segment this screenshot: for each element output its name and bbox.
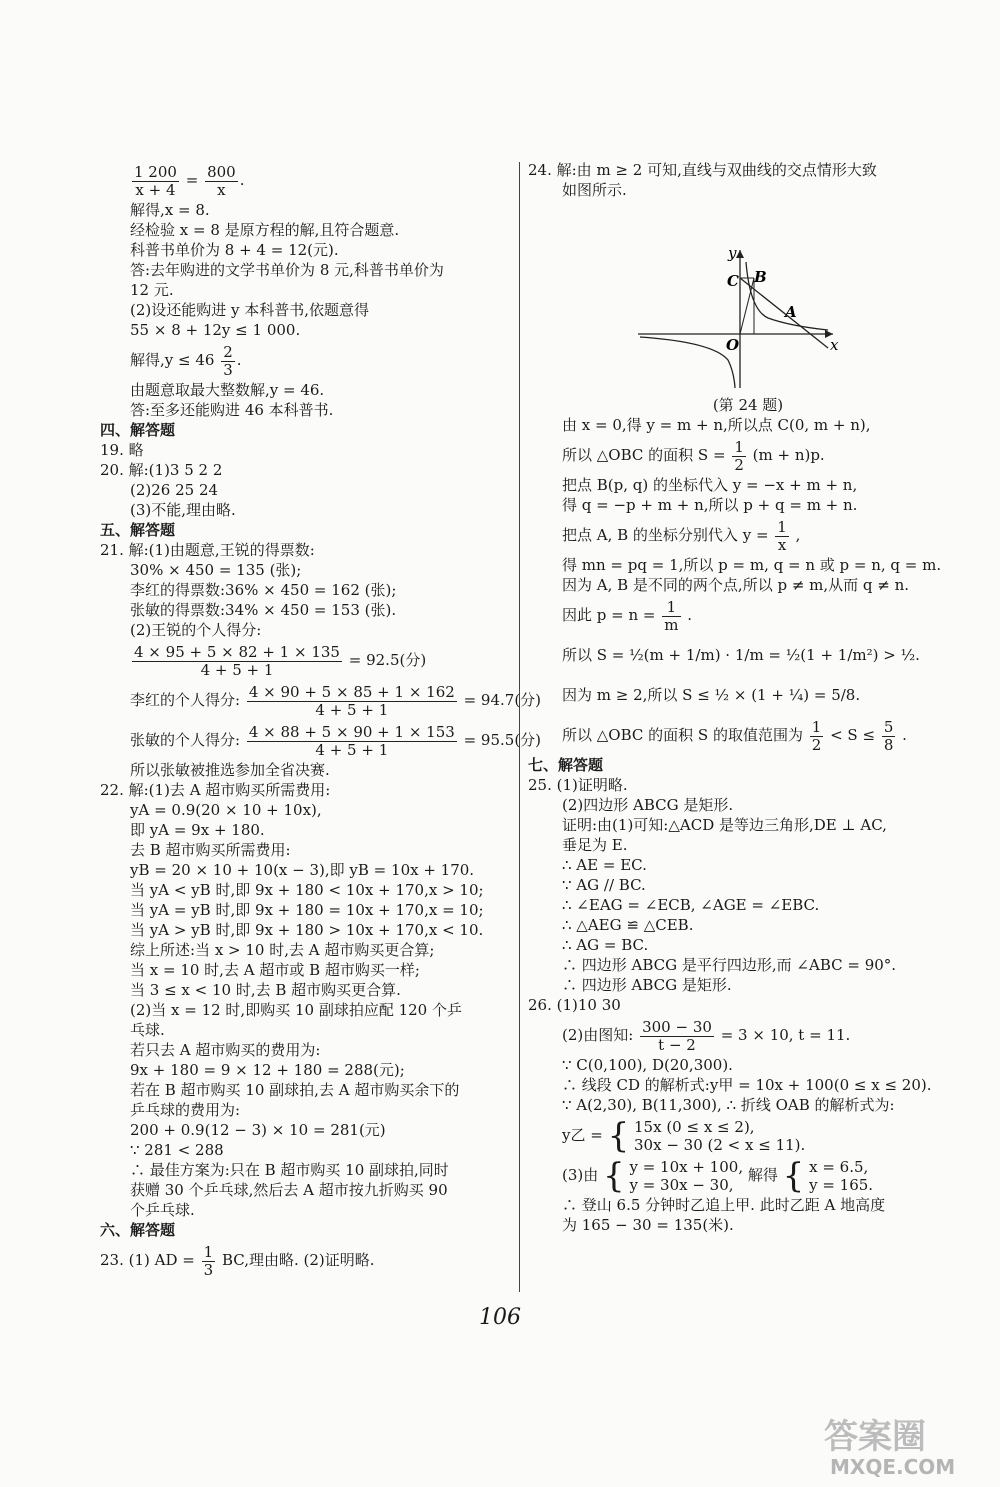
text-line: (2)设还能购进 y 本科普书,依题意得: [130, 301, 370, 319]
equation-line: 所以 △OBC 的面积 S = $\frac{1}{2}$ (m + n)p.: [562, 437, 825, 474]
watermark-text: 答案圈: [824, 1417, 926, 1457]
text-line: 垂足为 E.: [562, 836, 628, 854]
text-line: ∴ 最佳方案为:只在 B 超市购买 10 副球拍,同时: [130, 1161, 449, 1179]
text-line: 乓球.: [130, 1021, 165, 1039]
hyperbola-branch-2: [640, 337, 735, 388]
equation-line: 所以 S = ½(m + 1/m) · 1/m = ½(1 + 1/m²) > ½.: [562, 646, 920, 664]
solution-system: x = 6.5, y = 165.: [809, 1158, 874, 1194]
equation-line: 所以 △OBC 的面积 S 的取值范围为 $\frac{1}{2}$ < S ≤ $\frac{5}{8}$ .: [562, 717, 907, 754]
brace-icon: {: [603, 1156, 625, 1196]
fraction: $\frac{1}{m}$: [664, 597, 679, 634]
text-line: ∴ AE = EC.: [562, 856, 647, 874]
equation-system: y = 10x + 100, y = 30x − 30,: [629, 1158, 744, 1194]
equation-line: 李红的个人得分: $\frac{4 \times 90 + 5 \times 85 + 1 \times 162}{4 + 5 + 1}$ = 94.7(分): [130, 682, 542, 719]
figure-24: [528, 200, 968, 415]
text-line: 即 yA = 9x + 180.: [130, 821, 265, 839]
text-line: 科普书单价为 8 + 4 = 12(元).: [130, 241, 339, 259]
text-line: ∴ 四边形 ABCG 是矩形.: [562, 976, 732, 994]
fraction: $\frac{1}{x}$: [777, 517, 787, 554]
text-line: (2)26 25 24: [130, 481, 219, 499]
section-heading: 七、解答题: [528, 756, 604, 774]
fraction: $\frac{800}{x}$: [207, 162, 236, 199]
fraction: $\frac{4 \times 95 + 5 \times 82 + 1 \times 135}{4 + 5 + 1}$: [134, 642, 340, 679]
text-line: yB = 20 × 10 + 10(x − 3),即 yB = 10x + 170.: [130, 861, 475, 879]
text-line: (2)当 x = 12 时,即购买 10 副球拍应配 120 个乒: [130, 1001, 462, 1019]
fraction: $\frac{4 \times 88 + 5 \times 90 + 1 \times 153}{4 + 5 + 1}$: [248, 722, 455, 759]
text-line: 19. 略: [100, 441, 144, 459]
text-line: ∵ AG // BC.: [562, 876, 646, 894]
text-line: (2)王锐的个人得分:: [130, 621, 262, 639]
text-line: 22. 解:(1)去 A 超市购买所需费用:: [100, 781, 331, 799]
text-line: 如图所示.: [562, 181, 627, 199]
text-line: 张敏的得票数:34% × 450 = 153 (张).: [130, 601, 397, 619]
text-line: yA = 0.9(20 × 10 + 10x),: [130, 801, 322, 819]
section-heading: 六、解答题: [100, 1221, 176, 1239]
label-c: C: [727, 272, 739, 290]
text-line: 当 yA = yB 时,即 9x + 180 = 10x + 170,x = 10;: [130, 901, 484, 919]
right-column: [528, 160, 968, 1235]
text-line: (3)不能,理由略.: [130, 501, 236, 519]
equation-line: 把点 A, B 的坐标分别代入 y = $\frac{1}{x}$ ,: [562, 517, 801, 554]
text-line: 24. 解:由 m ≥ 2 可知,直线与双曲线的交点情形大致: [528, 161, 877, 179]
text-line: 当 x = 10 时,去 A 超市或 B 超市购买一样;: [130, 961, 420, 979]
watermark-url: MXQE.COM: [830, 1455, 956, 1479]
label-b: B: [754, 268, 767, 286]
equation-line: 23. (1) AD = $\frac{1}{3}$ BC,理由略. (2)证明略.: [100, 1242, 375, 1279]
brace-icon: {: [607, 1116, 630, 1156]
graph-figure: [528, 200, 968, 390]
text-line: 当 yA < yB 时,即 9x + 180 < 10x + 170,x > 10;: [130, 881, 484, 899]
y-arrow-icon: [736, 250, 744, 258]
fraction: $\frac{1 200}{x + 4}$: [134, 162, 177, 199]
line-y-eq-neg-x: [740, 278, 828, 348]
text-line: 12 元.: [130, 281, 174, 299]
fraction: $\frac{300 - 30}{t - 2}$: [642, 1017, 712, 1054]
text-line: 把点 B(p, q) 的坐标代入 y = −x + m + n,: [562, 476, 858, 494]
label-y: y: [728, 244, 737, 262]
text-line: 若只去 A 超市购买的费用为:: [130, 1041, 321, 1059]
segment-ob: [740, 278, 754, 334]
text-line: 解得,x = 8.: [130, 201, 210, 219]
text-line: 若在 B 超市购买 10 副球拍,去 A 超市购买余下的: [130, 1081, 460, 1099]
text-line: 21. 解:(1)由题意,王锐的得票数:: [100, 541, 315, 559]
text-line: 个乒乓球.: [130, 1201, 195, 1219]
fraction: $\frac{1}{3}$: [203, 1242, 214, 1279]
fraction: $\frac{5}{8}$: [883, 717, 894, 754]
equation-line: $\frac{4 \times 95 + 5 \times 82 + 1 \times 135}{4 + 5 + 1}$ = 92.5(分): [134, 642, 427, 679]
text-line: 20. 解:(1)3 5 2 2: [100, 461, 223, 479]
piecewise-system: 15x (0 ≤ x ≤ 2), 30x − 30 (2 < x ≤ 11).: [634, 1118, 806, 1154]
text-line: ∴ AG = BC.: [562, 936, 649, 954]
text-line: 乒乓球的费用为:: [130, 1101, 241, 1119]
text-line: 由题意取最大整数解,y = 46.: [130, 381, 325, 399]
text-line: ∴ △AEG ≌ △CEB.: [562, 916, 694, 934]
text-line: 经检验 x = 8 是原方程的解,且符合题意.: [130, 221, 400, 239]
text-line: 答:至多还能购进 46 本科普书.: [130, 401, 334, 419]
label-a: A: [785, 303, 797, 321]
text-line: ∵ 281 < 288: [130, 1141, 224, 1159]
label-o: O: [726, 336, 740, 354]
equation-line: (2)由图知: $\frac{300 - 30}{t - 2}$ = 3 × 10, t = 11.: [562, 1017, 851, 1054]
text-line: 综上所述:当 x > 10 时,去 A 超市购买更合算;: [130, 941, 435, 959]
text-line: ∵ A(2,30), B(11,300), ∴ 折线 OAB 的解析式为:: [562, 1096, 895, 1114]
text-line: ∴ 四边形 ABCG 是平行四边形,而 ∠ABC = 90°.: [562, 956, 897, 974]
text-line: 证明:由(1)可知:△ACD 是等边三角形,DE ⊥ AC,: [562, 816, 887, 834]
text-line: (2)四边形 ABCG 是矩形.: [562, 796, 734, 814]
text-line: 得 q = −p + m + n,所以 p + q = m + n.: [562, 496, 858, 514]
text-line: 去 B 超市购买所需费用:: [130, 841, 291, 859]
equation-line: 张敏的个人得分: $\frac{4 \times 88 + 5 \times 90 + 1 \times 153}{4 + 5 + 1}$ = 95.5(分): [130, 722, 542, 759]
brace-icon: {: [782, 1156, 805, 1196]
text-line: 为 165 − 30 = 135(米).: [562, 1216, 734, 1234]
page-number: 106: [479, 1305, 521, 1330]
piecewise-line: y乙 = { 15x (0 ≤ x ≤ 2), 30x − 30 (2 < x ≤ 11).: [562, 1116, 806, 1156]
text-line: 因为 A, B 是不同的两个点,所以 p ≠ m,从而 q ≠ n.: [562, 576, 910, 594]
text-line: 9x + 180 = 9 × 12 + 180 = 288(元);: [130, 1061, 405, 1079]
text-line: 当 yA > yB 时,即 9x + 180 > 10x + 170,x < 10.: [130, 921, 484, 939]
figure-caption: (第 24 题): [712, 396, 784, 414]
fraction: $\frac{2}{3}$: [223, 342, 233, 379]
watermark-logo: [818, 1408, 988, 1480]
text-line: ∴ 登山 6.5 分钟时乙追上甲. 此时乙距 A 地高度: [562, 1196, 886, 1214]
text-line: 55 × 8 + 12y ≤ 1 000.: [130, 321, 301, 339]
section-heading: 五、解答题: [100, 521, 176, 539]
text-line: ∴ ∠EAG = ∠ECB, ∠AGE = ∠EBC.: [562, 896, 820, 914]
text-line: 当 3 ≤ x < 10 时,去 B 超市购买更合算.: [130, 981, 401, 999]
section-heading: 四、解答题: [100, 421, 176, 439]
text-line: 26. (1)10 30: [528, 996, 621, 1014]
text-line: 所以张敏被推选参加全省决赛.: [130, 761, 330, 779]
text-line: ∴ 线段 CD 的解析式:y甲 = 10x + 100(0 ≤ x ≤ 20).: [562, 1076, 932, 1094]
fraction: $\frac{4 \times 90 + 5 \times 85 + 1 \times 162}{4 + 5 + 1}$: [248, 682, 455, 719]
label-x: x: [830, 336, 839, 354]
text-line: ∵ C(0,100), D(20,300).: [562, 1056, 733, 1074]
text-line: 李红的得票数:36% × 450 = 162 (张);: [130, 581, 397, 599]
text-line: 30% × 450 = 135 (张);: [130, 561, 302, 579]
text-line: 由 x = 0,得 y = m + n,所以点 C(0, m + n),: [562, 416, 871, 434]
fraction: $\frac{1}{2}$: [811, 717, 822, 754]
fraction: $\frac{1}{2}$: [734, 437, 744, 474]
text-line: 25. (1)证明略.: [528, 776, 628, 794]
equation-line: 因此 p = n = $\frac{1}{m}$ .: [562, 597, 693, 634]
equation-line: 因为 m ≥ 2,所以 S ≤ ½ × (1 + ¼) = 5/8.: [562, 686, 861, 704]
equation-line: $\frac{1 200}{x + 4}$ = $\frac{800}{x}$ .: [134, 162, 245, 199]
text-line: 得 mn = pq = 1,所以 p = m, q = n 或 p = n, q = m.: [562, 556, 942, 574]
text-line: 获赠 30 个乒乓球,然后去 A 超市按九折购买 90: [130, 1181, 448, 1199]
left-column: [100, 160, 542, 1280]
text-line: 200 + 0.9(12 − 3) × 10 = 281(元): [130, 1121, 386, 1139]
system-line: (3)由 { y = 10x + 100, y = 30x − 30, 解得 { x = 6.5, y = 165.: [562, 1156, 874, 1196]
text-line: 答:去年购进的文学书单价为 8 元,科普书单价为: [130, 261, 444, 279]
equation-line: 解得,y ≤ 46 $\frac{2}{3}$ .: [130, 342, 242, 379]
